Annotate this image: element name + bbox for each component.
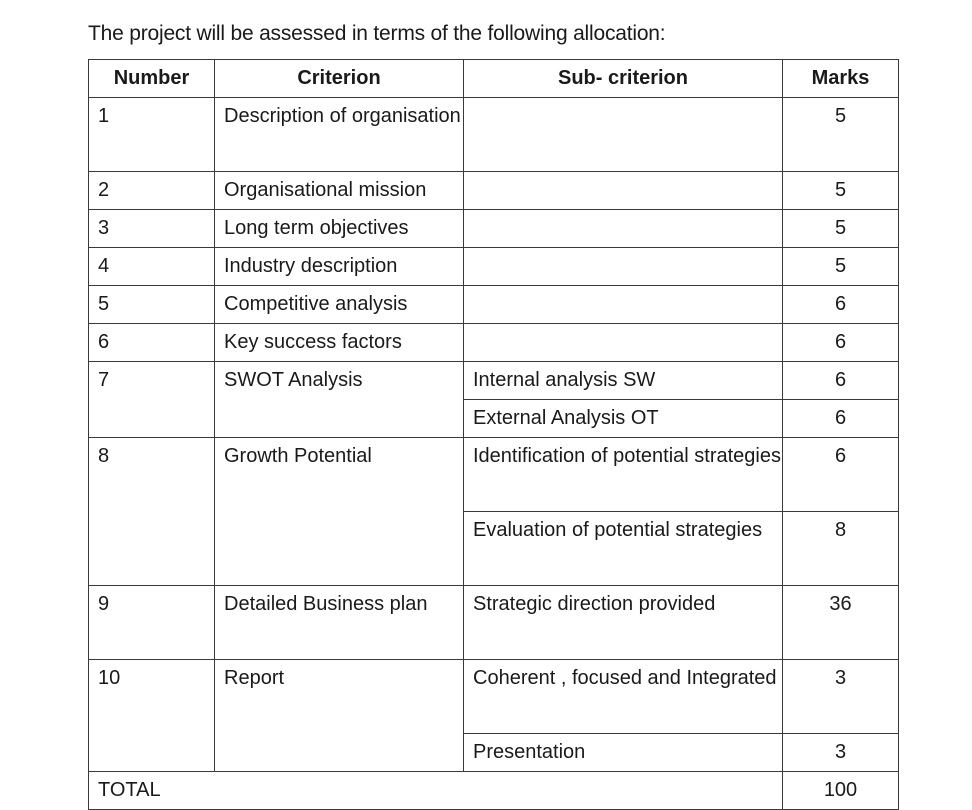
table-row <box>89 438 899 512</box>
row-criterion: Industry description <box>215 248 464 286</box>
row-number: 5 <box>89 286 215 324</box>
row-criterion: Detailed Business plan <box>215 586 464 660</box>
row-subcriterion: Identification of potential strategies <box>464 438 783 512</box>
row-number: 10 <box>89 660 215 772</box>
total-row <box>89 772 899 810</box>
row-subcriterion <box>464 210 783 248</box>
row-subcriterion <box>464 98 783 172</box>
table-row <box>89 286 899 324</box>
row-marks: 6 <box>783 438 899 512</box>
row-subcriterion: Coherent , focused and Integrated <box>464 660 783 734</box>
row-criterion: Key success factors <box>215 324 464 362</box>
intro-text: The project will be assessed in terms of the following allocation: <box>88 22 666 45</box>
table-row <box>89 586 899 660</box>
header-number: Number <box>89 60 215 98</box>
row-subcriterion <box>464 324 783 362</box>
row-marks: 3 <box>783 734 899 772</box>
row-number: 9 <box>89 586 215 660</box>
row-number: 4 <box>89 248 215 286</box>
table-row <box>89 98 899 172</box>
row-marks: 36 <box>783 586 899 660</box>
row-number: 1 <box>89 98 215 172</box>
row-marks: 3 <box>783 660 899 734</box>
row-marks: 5 <box>783 98 899 172</box>
row-subcriterion <box>464 286 783 324</box>
row-criterion: Report <box>215 660 464 772</box>
row-marks: 5 <box>783 248 899 286</box>
row-number: 8 <box>89 438 215 586</box>
table-row <box>89 248 899 286</box>
row-criterion: Competitive analysis <box>215 286 464 324</box>
header-subcriterion: Sub- criterion <box>464 60 783 98</box>
row-subcriterion: External Analysis OT <box>464 400 783 438</box>
row-number: 2 <box>89 172 215 210</box>
table-row <box>89 172 899 210</box>
row-criterion: Long term objectives <box>215 210 464 248</box>
row-subcriterion: Evaluation of potential strategies <box>464 512 783 586</box>
row-subcriterion: Presentation <box>464 734 783 772</box>
table-row <box>89 210 899 248</box>
row-criterion: Description of organisation <box>215 98 464 172</box>
row-marks: 6 <box>783 286 899 324</box>
row-marks: 6 <box>783 400 899 438</box>
allocation-table <box>88 59 899 810</box>
row-subcriterion <box>464 172 783 210</box>
row-subcriterion <box>464 248 783 286</box>
row-marks: 5 <box>783 172 899 210</box>
row-criterion: Organisational mission <box>215 172 464 210</box>
row-marks: 6 <box>783 362 899 400</box>
row-marks: 8 <box>783 512 899 586</box>
table-row <box>89 362 899 400</box>
table-header-row <box>89 60 899 98</box>
total-marks: 100 <box>783 772 899 810</box>
table-row <box>89 660 899 734</box>
row-number: 7 <box>89 362 215 438</box>
row-subcriterion: Strategic direction provided <box>464 586 783 660</box>
row-number: 6 <box>89 324 215 362</box>
row-criterion: Growth Potential <box>215 438 464 586</box>
row-number: 3 <box>89 210 215 248</box>
header-criterion: Criterion <box>215 60 464 98</box>
table-row <box>89 324 899 362</box>
row-marks: 6 <box>783 324 899 362</box>
row-criterion: SWOT Analysis <box>215 362 464 438</box>
row-subcriterion: Internal analysis SW <box>464 362 783 400</box>
row-marks: 5 <box>783 210 899 248</box>
total-label: TOTAL <box>89 772 783 810</box>
header-marks: Marks <box>783 60 899 98</box>
